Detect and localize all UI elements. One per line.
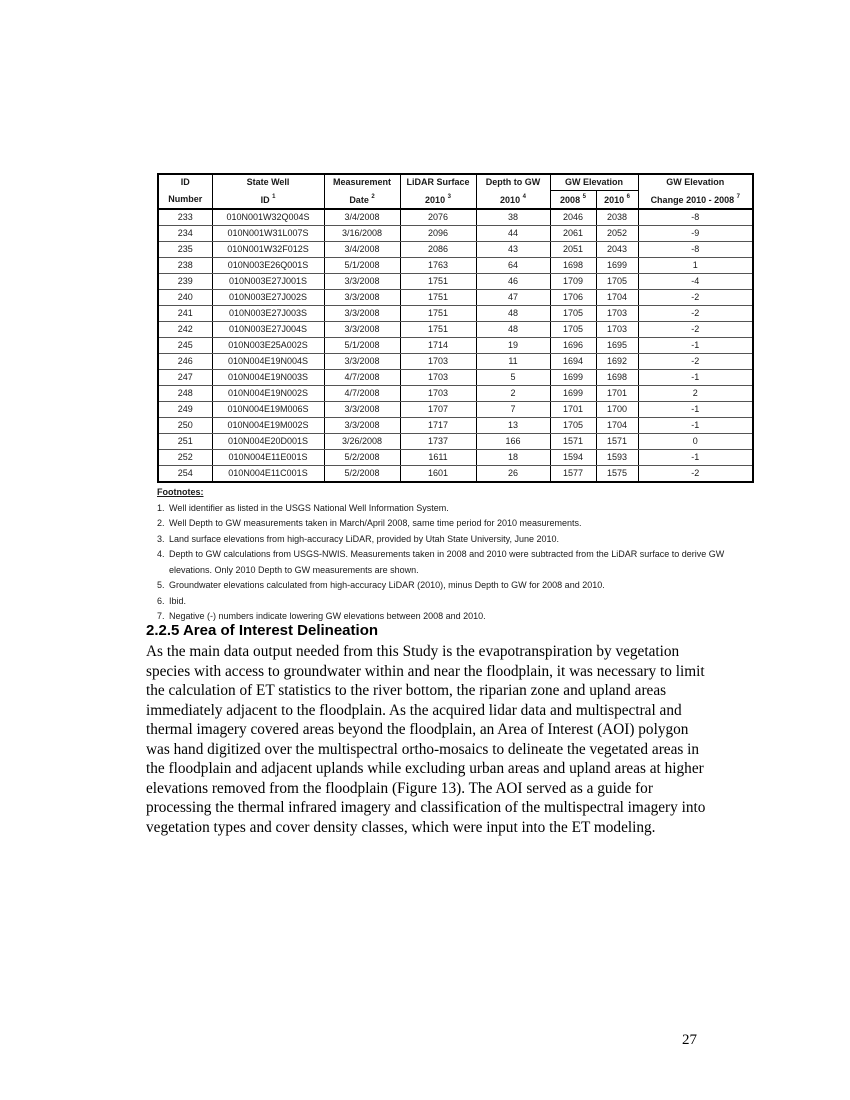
table-cell: 2 bbox=[638, 386, 753, 402]
header-gw-elevation: GW Elevation bbox=[550, 174, 638, 191]
table-row bbox=[158, 338, 753, 354]
table-cell: 1705 bbox=[550, 418, 596, 434]
table-cell: 1706 bbox=[550, 290, 596, 306]
footnote-item bbox=[157, 578, 752, 594]
table-cell: -2 bbox=[638, 466, 753, 483]
footnote-text: Ibid. bbox=[169, 595, 187, 606]
table-cell: -8 bbox=[638, 209, 753, 226]
table-cell: 1703 bbox=[400, 354, 476, 370]
table-cell: 1714 bbox=[400, 338, 476, 354]
table-cell: 010N004E11C001S bbox=[212, 466, 324, 483]
table-subheader-row bbox=[158, 191, 753, 210]
table-cell: 010N004E11E001S bbox=[212, 450, 324, 466]
header-change-line2: Change 2010 - 2008 $^7$ bbox=[638, 191, 753, 210]
table-cell: 010N004E19N004S bbox=[212, 354, 324, 370]
table-cell: 19 bbox=[476, 338, 550, 354]
footnote-number: 5. bbox=[157, 580, 165, 590]
table-cell: 1709 bbox=[550, 274, 596, 290]
table-cell: 64 bbox=[476, 258, 550, 274]
table-cell: -2 bbox=[638, 322, 753, 338]
footnote-item bbox=[157, 547, 752, 578]
table-cell: 1737 bbox=[400, 434, 476, 450]
header-2010: 2010 $^6$ bbox=[596, 191, 638, 210]
table-cell: 252 bbox=[158, 450, 212, 466]
table-cell: 1571 bbox=[596, 434, 638, 450]
table-row bbox=[158, 306, 753, 322]
table-cell: 1701 bbox=[596, 386, 638, 402]
header-state-well: State Well bbox=[212, 174, 324, 191]
table-cell: 3/3/2008 bbox=[324, 274, 400, 290]
table-cell: 1703 bbox=[596, 306, 638, 322]
footnote-number: 6. bbox=[157, 595, 165, 606]
table-cell: 13 bbox=[476, 418, 550, 434]
table-cell: 44 bbox=[476, 226, 550, 242]
header-measurement: Measurement bbox=[324, 174, 400, 191]
table-cell: 245 bbox=[158, 338, 212, 354]
table-cell: 254 bbox=[158, 466, 212, 483]
header-lidar-line2: 2010 $^3$ bbox=[400, 191, 476, 210]
table-cell: 010N001W32Q004S bbox=[212, 209, 324, 226]
table-cell: -1 bbox=[638, 338, 753, 354]
page-number: 27 bbox=[682, 1032, 697, 1048]
table-row bbox=[158, 290, 753, 306]
table-cell: 3/4/2008 bbox=[324, 242, 400, 258]
table-cell: 1751 bbox=[400, 290, 476, 306]
header-measurement-line2: Date $^2$ bbox=[324, 191, 400, 210]
table-cell: 3/3/2008 bbox=[324, 306, 400, 322]
table-cell: 010N003E27J002S bbox=[212, 290, 324, 306]
table-cell: 1751 bbox=[400, 322, 476, 338]
table-cell: 1601 bbox=[400, 466, 476, 483]
table-cell: -1 bbox=[638, 402, 753, 418]
table-row bbox=[158, 354, 753, 370]
table-cell: 1575 bbox=[596, 466, 638, 483]
table-cell: 11 bbox=[476, 354, 550, 370]
table-cell: 3/3/2008 bbox=[324, 402, 400, 418]
table-cell: 010N004E19M006S bbox=[212, 402, 324, 418]
footnotes bbox=[157, 485, 752, 625]
table-cell: 010N004E19N002S bbox=[212, 386, 324, 402]
table-cell: -1 bbox=[638, 370, 753, 386]
table-cell: -4 bbox=[638, 274, 753, 290]
footnote-text: Well Depth to GW measurements taken in March/April 2008, same time period for 2010 measurements. bbox=[169, 518, 582, 528]
table-cell: -9 bbox=[638, 226, 753, 242]
section-paragraph: As the main data output needed from this Study is the evapotranspiration by vegetation species with access to groundwater within and near the floodplain, it was necessary to limit the calculation of ET statistics to the river bottom, the riparian zone and upland areas immediately adjacent to the floodplain. As the acquired lidar data and multispectral and thermal imagery covered areas beyond the floodplain, an Area of Interest (AOI) polygon was hand digitized over the multispectral ortho-mosaics to delineate the vegetated areas in the floodplain and adjacent uplands while excluding urban areas and upland areas at higher elevations removed from the floodplain (Figure 13). The AOI served as a guide for processing the thermal infrared imagery and classification of the multispectral imagery into vegetation types and cover density classes, which were input into the ET modeling. bbox=[146, 643, 706, 836]
table-cell: 1700 bbox=[596, 402, 638, 418]
footnotes-list bbox=[157, 501, 752, 625]
table-cell: 2061 bbox=[550, 226, 596, 242]
table-cell: -2 bbox=[638, 290, 753, 306]
footnote-text: Negative (-) numbers indicate lowering GW elevations between 2008 and 2010. bbox=[169, 611, 486, 621]
table-cell: -1 bbox=[638, 450, 753, 466]
table-cell: 010N003E27J001S bbox=[212, 274, 324, 290]
table-cell: 010N003E27J003S bbox=[212, 306, 324, 322]
table-header-row bbox=[158, 174, 753, 191]
table-cell: 2 bbox=[476, 386, 550, 402]
table-cell: 2086 bbox=[400, 242, 476, 258]
table-cell: 2038 bbox=[596, 209, 638, 226]
table-cell: 3/16/2008 bbox=[324, 226, 400, 242]
table-cell: 250 bbox=[158, 418, 212, 434]
section-heading: 2.2.5 Area of Interest Delineation bbox=[146, 622, 379, 639]
table-cell: 1703 bbox=[400, 370, 476, 386]
footnote-number: 4. bbox=[157, 549, 165, 559]
table-cell: 246 bbox=[158, 354, 212, 370]
table-cell: 3/3/2008 bbox=[324, 290, 400, 306]
table-cell: 1705 bbox=[596, 274, 638, 290]
table-cell: 2076 bbox=[400, 209, 476, 226]
header-state-well-line2: ID $^1$ bbox=[212, 191, 324, 210]
table-cell: 010N001W32F012S bbox=[212, 242, 324, 258]
table-cell: 38 bbox=[476, 209, 550, 226]
table-cell: 1698 bbox=[596, 370, 638, 386]
table-cell: -2 bbox=[638, 354, 753, 370]
table-cell: 1577 bbox=[550, 466, 596, 483]
header-lidar: LiDAR Surface bbox=[400, 174, 476, 191]
table-cell: 010N001W31L007S bbox=[212, 226, 324, 242]
footnote-number: 1. bbox=[157, 502, 165, 513]
table-row bbox=[158, 258, 753, 274]
table-cell: 1707 bbox=[400, 402, 476, 418]
table-cell: -1 bbox=[638, 418, 753, 434]
table-cell: 249 bbox=[158, 402, 212, 418]
table-cell: 7 bbox=[476, 402, 550, 418]
table-cell: 3/3/2008 bbox=[324, 418, 400, 434]
table-cell: 1699 bbox=[550, 370, 596, 386]
table-cell: 1699 bbox=[596, 258, 638, 274]
table-cell: 1703 bbox=[596, 322, 638, 338]
table-cell: 1 bbox=[638, 258, 753, 274]
table-cell: 010N003E25A002S bbox=[212, 338, 324, 354]
table-row bbox=[158, 322, 753, 338]
header-change: GW Elevation bbox=[638, 174, 753, 191]
table-cell: 233 bbox=[158, 209, 212, 226]
footnote-item bbox=[157, 532, 752, 548]
table-cell: 1696 bbox=[550, 338, 596, 354]
footnote-item bbox=[157, 594, 752, 610]
table-cell: 0 bbox=[638, 434, 753, 450]
footnote-text: Land surface elevations from high-accuracy LiDAR, provided by Utah State University, June 2010. bbox=[169, 533, 560, 544]
table-cell: 1593 bbox=[596, 450, 638, 466]
footnote-text: Depth to GW calculations from USGS-NWIS. Measurements taken in 2008 and 2010 were subtracted from the LiDAR surface to derive GW elevations. Only 2010 Depth to GW measurements are shown. bbox=[169, 549, 725, 575]
table-cell: 1571 bbox=[550, 434, 596, 450]
table-row bbox=[158, 418, 753, 434]
table-cell: 1611 bbox=[400, 450, 476, 466]
table-cell: 1705 bbox=[550, 306, 596, 322]
table-cell: 1704 bbox=[596, 418, 638, 434]
table-cell: 1698 bbox=[550, 258, 596, 274]
table-cell: 010N003E26Q001S bbox=[212, 258, 324, 274]
table-cell: 5/1/2008 bbox=[324, 338, 400, 354]
groundwater-table-figure bbox=[157, 173, 752, 625]
table-cell: 2052 bbox=[596, 226, 638, 242]
table-cell: 1717 bbox=[400, 418, 476, 434]
footnote-text: Well identifier as listed in the USGS National Well Information System. bbox=[169, 502, 449, 513]
table-cell: -2 bbox=[638, 306, 753, 322]
header-depth: Depth to GW bbox=[476, 174, 550, 191]
table-cell: 247 bbox=[158, 370, 212, 386]
footnote-number: 7. bbox=[157, 611, 165, 621]
table-cell: 010N004E19M002S bbox=[212, 418, 324, 434]
table-cell: 5 bbox=[476, 370, 550, 386]
table-cell: 2096 bbox=[400, 226, 476, 242]
table-cell: 43 bbox=[476, 242, 550, 258]
header-2008: 2008 $^5$ bbox=[550, 191, 596, 210]
table-row bbox=[158, 450, 753, 466]
table-cell: 1751 bbox=[400, 274, 476, 290]
table-cell: 241 bbox=[158, 306, 212, 322]
table-cell: 4/7/2008 bbox=[324, 370, 400, 386]
table-cell: 235 bbox=[158, 242, 212, 258]
table-cell: 2043 bbox=[596, 242, 638, 258]
table-cell: 3/4/2008 bbox=[324, 209, 400, 226]
table-cell: 47 bbox=[476, 290, 550, 306]
table-cell: 5/2/2008 bbox=[324, 466, 400, 483]
footnote-item bbox=[157, 516, 752, 532]
table-cell: 1705 bbox=[550, 322, 596, 338]
table-cell: -8 bbox=[638, 242, 753, 258]
groundwater-elevation-table bbox=[157, 173, 754, 483]
table-row bbox=[158, 434, 753, 450]
table-cell: 1763 bbox=[400, 258, 476, 274]
header-depth-line2: 2010 $^4$ bbox=[476, 191, 550, 210]
table-cell: 18 bbox=[476, 450, 550, 466]
header-id-line2: Number bbox=[158, 191, 212, 210]
table-cell: 3/26/2008 bbox=[324, 434, 400, 450]
table-cell: 240 bbox=[158, 290, 212, 306]
table-cell: 1701 bbox=[550, 402, 596, 418]
table-cell: 5/1/2008 bbox=[324, 258, 400, 274]
table-cell: 46 bbox=[476, 274, 550, 290]
table-cell: 48 bbox=[476, 322, 550, 338]
table-cell: 238 bbox=[158, 258, 212, 274]
table-row bbox=[158, 466, 753, 483]
table-body bbox=[158, 209, 753, 482]
table-cell: 166 bbox=[476, 434, 550, 450]
table-cell: 4/7/2008 bbox=[324, 386, 400, 402]
table-row bbox=[158, 402, 753, 418]
table-cell: 239 bbox=[158, 274, 212, 290]
table-row bbox=[158, 209, 753, 226]
table-cell: 1694 bbox=[550, 354, 596, 370]
table-cell: 010N004E19N003S bbox=[212, 370, 324, 386]
table-cell: 5/2/2008 bbox=[324, 450, 400, 466]
table-row bbox=[158, 370, 753, 386]
table-cell: 1751 bbox=[400, 306, 476, 322]
footnote-text: Groundwater elevations calculated from high-accuracy LiDAR (2010), minus Depth to GW for 2008 and 2010. bbox=[169, 580, 605, 590]
table-row bbox=[158, 242, 753, 258]
footnote-number: 3. bbox=[157, 533, 165, 544]
table-cell: 242 bbox=[158, 322, 212, 338]
header-id: ID bbox=[158, 174, 212, 191]
table-cell: 251 bbox=[158, 434, 212, 450]
table-cell: 1704 bbox=[596, 290, 638, 306]
table-row bbox=[158, 226, 753, 242]
table-cell: 1703 bbox=[400, 386, 476, 402]
footnote-item bbox=[157, 501, 752, 517]
table-cell: 2051 bbox=[550, 242, 596, 258]
footnotes-title: Footnotes: bbox=[157, 487, 204, 497]
table-row bbox=[158, 274, 753, 290]
table-cell: 26 bbox=[476, 466, 550, 483]
table-cell: 1695 bbox=[596, 338, 638, 354]
table-cell: 010N004E20D001S bbox=[212, 434, 324, 450]
table-cell: 248 bbox=[158, 386, 212, 402]
table-cell: 48 bbox=[476, 306, 550, 322]
table-cell: 1699 bbox=[550, 386, 596, 402]
table-cell: 1692 bbox=[596, 354, 638, 370]
table-cell: 3/3/2008 bbox=[324, 354, 400, 370]
footnote-number: 2. bbox=[157, 518, 165, 528]
table-cell: 2046 bbox=[550, 209, 596, 226]
table-cell: 234 bbox=[158, 226, 212, 242]
table-cell: 1594 bbox=[550, 450, 596, 466]
table-cell: 3/3/2008 bbox=[324, 322, 400, 338]
table-row bbox=[158, 386, 753, 402]
table-cell: 010N003E27J004S bbox=[212, 322, 324, 338]
